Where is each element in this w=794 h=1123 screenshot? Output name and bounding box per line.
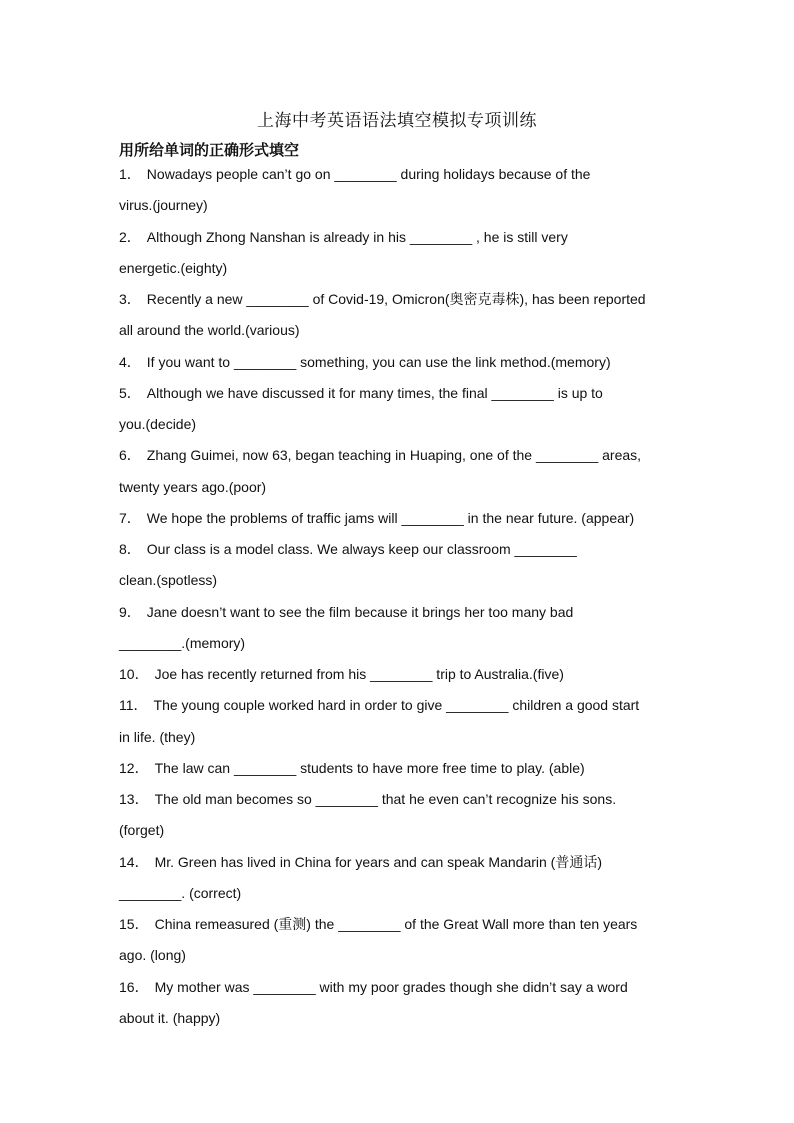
question-text: about it. (happy) bbox=[119, 1009, 221, 1026]
question-number: 6． bbox=[119, 447, 141, 464]
question-continuation-line bbox=[119, 632, 679, 663]
question-text: ________. (correct) bbox=[119, 884, 242, 901]
question-item bbox=[119, 163, 679, 226]
question-continuation-line bbox=[119, 257, 679, 288]
question-text: The law can ________ students to have more free time to play. (able) bbox=[154, 759, 585, 776]
question-text: virus.(journey) bbox=[119, 197, 208, 214]
question-number: 10． bbox=[119, 666, 149, 682]
question-text: ________.(memory) bbox=[119, 634, 246, 651]
question-item bbox=[119, 976, 679, 1039]
question-text: The old man becomes so ________ that he even can’t recognize his sons. bbox=[154, 791, 617, 807]
question-continuation-line bbox=[119, 476, 679, 507]
page-title: 上海中考英语语法填空模拟专项训练 bbox=[257, 111, 537, 131]
question-line bbox=[119, 538, 679, 569]
question-number: 13． bbox=[119, 791, 149, 807]
question-text: The young couple worked hard in order to give ________ children a good start bbox=[153, 697, 640, 714]
question-number: 15． bbox=[119, 916, 149, 932]
question-continuation-line bbox=[119, 194, 679, 225]
question-continuation-line bbox=[119, 1007, 679, 1038]
question-line bbox=[119, 351, 679, 382]
question-number: 4． bbox=[119, 353, 141, 370]
question-continuation-line bbox=[119, 882, 679, 913]
question-text: you.(decide) bbox=[119, 416, 197, 432]
question-item bbox=[119, 694, 679, 757]
question-text: in life. (they) bbox=[119, 728, 196, 745]
question-number: 3． bbox=[119, 291, 141, 307]
question-number: 16． bbox=[119, 978, 149, 995]
question-text: Although Zhong Nanshan is already in his ________ , he is still very bbox=[146, 228, 568, 245]
question-continuation-line bbox=[119, 569, 679, 600]
question-item bbox=[119, 913, 679, 976]
question-text: Nowadays people can’t go on ________ during holidays because of the bbox=[146, 166, 591, 182]
question-number: 9． bbox=[119, 603, 141, 620]
question-item bbox=[119, 601, 679, 664]
question-text: twenty years ago.(poor) bbox=[119, 478, 267, 495]
question-item bbox=[119, 288, 679, 351]
question-item bbox=[119, 788, 679, 851]
question-line bbox=[119, 382, 679, 413]
question-item bbox=[119, 226, 679, 289]
question-line bbox=[119, 226, 679, 257]
question-number: 1． bbox=[119, 166, 141, 182]
question-line bbox=[119, 913, 679, 944]
question-text: My mother was ________ with my poor grades though she didn’t say a word bbox=[154, 978, 628, 995]
question-continuation-line bbox=[119, 944, 679, 975]
question-line bbox=[119, 663, 679, 694]
question-text: ago. (long) bbox=[119, 947, 186, 964]
question-item bbox=[119, 757, 679, 788]
question-item bbox=[119, 351, 679, 382]
question-continuation-line bbox=[119, 413, 679, 444]
question-number: 2． bbox=[119, 228, 141, 245]
question-line bbox=[119, 788, 679, 819]
question-continuation-line bbox=[119, 726, 679, 757]
question-text: Although we have discussed it for many times, the final ________ is up to bbox=[146, 384, 603, 401]
question-text: clean.(spotless) bbox=[119, 572, 218, 589]
question-text: China remeasured (重测) the ________ of the Great Wall more than ten years bbox=[154, 916, 638, 932]
question-text: Jane doesn’t want to see the film because it brings her too many bad bbox=[146, 603, 574, 620]
question-number: 7． bbox=[119, 509, 141, 526]
question-line bbox=[119, 288, 679, 319]
question-text: Our class is a model class. We always keep our classroom ________ bbox=[146, 541, 577, 557]
question-number: 5． bbox=[119, 384, 141, 401]
question-line bbox=[119, 163, 679, 194]
question-item bbox=[119, 444, 679, 507]
question-item bbox=[119, 382, 679, 445]
question-line bbox=[119, 444, 679, 475]
question-text: Zhang Guimei, now 63, began teaching in Huaping, one of the ________ areas, bbox=[146, 447, 642, 464]
question-text: (forget) bbox=[119, 822, 165, 839]
question-item bbox=[119, 663, 679, 694]
question-text: Joe has recently returned from his ________ trip to Australia.(five) bbox=[154, 666, 564, 682]
question-list bbox=[119, 163, 679, 1038]
question-item bbox=[119, 507, 679, 538]
question-line bbox=[119, 507, 679, 538]
question-text: Mr. Green has lived in China for years and can speak Mandarin (普通话) bbox=[154, 853, 602, 870]
question-item bbox=[119, 538, 679, 601]
question-text: We hope the problems of traffic jams will ________ in the near future. (appear) bbox=[146, 509, 635, 526]
question-continuation-line bbox=[119, 319, 679, 350]
question-line bbox=[119, 851, 679, 882]
section-instruction: 用所给单词的正确形式填空 bbox=[119, 141, 300, 159]
question-item bbox=[119, 851, 679, 914]
question-number: 11． bbox=[119, 697, 148, 714]
question-line bbox=[119, 601, 679, 632]
question-number: 12． bbox=[119, 759, 149, 776]
question-text: Recently a new ________ of Covid-19, Omicron(奥密克毒株), has been reported bbox=[146, 291, 646, 307]
question-text: all around the world.(various) bbox=[119, 322, 300, 339]
question-text: energetic.(eighty) bbox=[119, 259, 228, 276]
question-number: 14． bbox=[119, 853, 149, 870]
question-line bbox=[119, 757, 679, 788]
question-number: 8． bbox=[119, 541, 141, 557]
question-line bbox=[119, 694, 679, 725]
question-text: If you want to ________ something, you can use the link method.(memory) bbox=[146, 353, 611, 370]
question-continuation-line bbox=[119, 819, 679, 850]
question-line bbox=[119, 976, 679, 1007]
